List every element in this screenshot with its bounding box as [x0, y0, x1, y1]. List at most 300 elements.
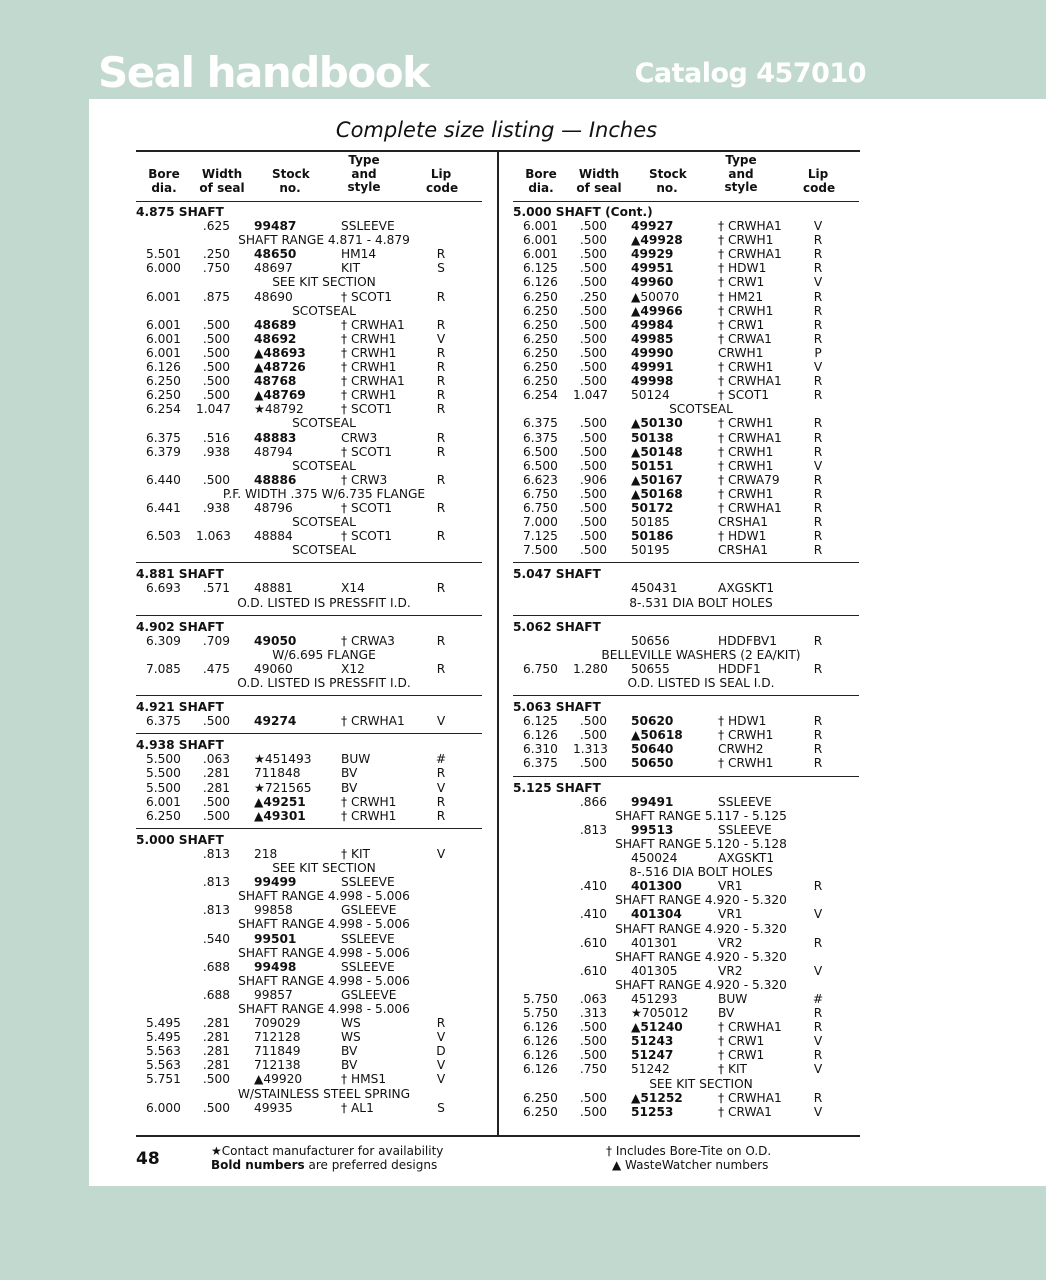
type-cell: KIT — [341, 261, 361, 276]
lip-cell: R — [436, 402, 446, 417]
width-header: Width of seal — [576, 167, 622, 195]
type-cell: † SCOT1 — [341, 444, 393, 459]
table-row — [136, 932, 482, 946]
width-cell: .866 — [579, 794, 607, 809]
bore-cell: 6.440 — [146, 472, 181, 487]
width-cell: .500 — [202, 331, 230, 346]
table-row — [513, 1034, 859, 1048]
width-cell: .500 — [579, 1034, 607, 1049]
shaft-section-heading: 5.063 SHAFT — [513, 700, 601, 715]
width-cell: .500 — [579, 247, 607, 262]
lip-cell: V — [436, 780, 446, 795]
bore-cell: 6.250 — [146, 388, 181, 403]
section-separator — [513, 562, 859, 563]
bore-cell: 6.379 — [146, 444, 181, 459]
table-row — [513, 581, 859, 595]
type-cell: † CRWH1 — [341, 360, 397, 375]
type-cell: CRW3 — [341, 430, 378, 445]
bore-cell: 6.250 — [523, 1090, 558, 1105]
table-row — [513, 795, 859, 809]
row-note: W/STAINLESS STEEL SPRING — [237, 1086, 411, 1101]
lip-header: Lip code — [803, 167, 836, 195]
type-cell: BV — [718, 1006, 735, 1021]
type-cell: CRWH2 — [718, 742, 764, 757]
table-row — [136, 714, 482, 728]
type-cell: † CRWH1 — [718, 458, 774, 473]
stock-cell: 50650 — [631, 756, 674, 771]
row-note: O.D. LISTED IS PRESSFIT I.D. — [237, 595, 411, 610]
stock-cell: 49951 — [631, 261, 674, 276]
type-cell: † CRWHA1 — [718, 374, 782, 389]
bore-cell: 6.500 — [523, 458, 558, 473]
stock-cell: 49985 — [631, 331, 674, 346]
table-row — [136, 346, 482, 360]
table-row — [513, 1020, 859, 1034]
row-note: O.D. LISTED IS PRESSFIT I.D. — [237, 676, 411, 690]
bore-cell: 6.250 — [146, 374, 181, 389]
width-cell: .410 — [579, 907, 607, 922]
lip-cell: R — [436, 794, 446, 809]
row-note: SHAFT RANGE 4.920 - 5.320 — [615, 977, 787, 992]
type-cell: † CRWH1 — [718, 416, 774, 431]
stock-cell: 48796 — [254, 500, 293, 515]
lip-cell: R — [436, 581, 446, 596]
table-row — [513, 346, 859, 360]
lip-cell: V — [436, 1030, 446, 1045]
width-cell: .500 — [579, 233, 607, 248]
bore-cell: 5.495 — [146, 1030, 181, 1045]
table-row — [136, 847, 482, 861]
width-cell: .875 — [202, 289, 230, 304]
lip-cell: R — [813, 374, 823, 389]
table-row — [136, 402, 482, 416]
note-triangle: ▲ WasteWatcher numbers — [612, 1158, 769, 1172]
lip-cell: S — [437, 1100, 445, 1115]
type-cell: BV — [341, 780, 358, 795]
table-row — [513, 756, 859, 770]
bore-cell: 6.250 — [523, 360, 558, 375]
type-cell: † CRWH1 — [341, 794, 397, 809]
width-cell: .500 — [202, 1100, 230, 1115]
lip-cell: R — [813, 515, 823, 530]
bore-cell: 7.125 — [523, 529, 558, 544]
lip-cell: R — [436, 1016, 446, 1031]
width-cell: .500 — [579, 430, 607, 445]
table-row — [513, 742, 859, 756]
bore-cell: 6.503 — [146, 529, 181, 544]
table-row — [136, 581, 482, 595]
row-note: SCOTSEAL — [292, 303, 356, 318]
stock-cell: 48794 — [254, 444, 293, 459]
type-cell: † CRWHA1 — [341, 714, 405, 729]
width-cell: .500 — [579, 714, 607, 729]
page-header-title: Seal handbook — [98, 48, 429, 97]
left-column — [136, 152, 482, 1115]
bore-cell: 6.001 — [146, 289, 181, 304]
lip-cell: R — [813, 1006, 823, 1021]
width-cell: 1.313 — [573, 742, 608, 757]
row-note: SHAFT RANGE 4.920 - 5.320 — [615, 921, 787, 936]
lip-cell: V — [436, 1058, 446, 1073]
bore-cell: 5.750 — [523, 991, 558, 1006]
lip-cell: V — [813, 360, 823, 375]
width-cell: .500 — [202, 345, 230, 360]
width-header: Width of seal — [199, 167, 245, 195]
lip-cell: R — [436, 766, 446, 781]
lip-cell: V — [813, 963, 823, 978]
type-cell: † HMS1 — [341, 1072, 387, 1087]
table-row — [136, 1072, 482, 1086]
listing-subtitle: Complete size listing — Inches — [335, 118, 658, 142]
table-row — [513, 445, 859, 459]
shaft-section-heading: 5.125 SHAFT — [513, 780, 601, 795]
bore-cell: 6.001 — [523, 219, 558, 234]
stock-cell: 401301 — [631, 935, 678, 950]
width-cell: .688 — [202, 959, 230, 974]
row-note: SHAFT RANGE 4.998 - 5.006 — [238, 889, 410, 904]
table-row — [513, 936, 859, 950]
bore-cell: 6.250 — [523, 303, 558, 318]
stock-cell: ▲51252 — [631, 1090, 683, 1105]
width-cell: .500 — [579, 543, 607, 558]
lip-cell: R — [813, 261, 823, 276]
row-note: SHAFT RANGE 4.998 - 5.006 — [238, 1001, 410, 1016]
table-row — [136, 473, 482, 487]
page-number: 48 — [136, 1149, 160, 1169]
section-separator — [513, 615, 859, 616]
row-note: SCOTSEAL — [669, 402, 733, 417]
stock-cell: 49990 — [631, 345, 674, 360]
stock-header: Stock no. — [649, 167, 687, 195]
stock-cell: 49060 — [254, 661, 293, 676]
width-cell: .500 — [579, 219, 607, 234]
bore-cell: 6.250 — [523, 374, 558, 389]
stock-cell: ▲50070 — [631, 289, 680, 304]
type-cell: BV — [341, 1058, 358, 1073]
table-row — [513, 318, 859, 332]
type-cell: † KIT — [718, 1062, 747, 1077]
section-separator — [136, 828, 482, 829]
bore-cell: 6.375 — [146, 430, 181, 445]
stock-cell: 50186 — [631, 529, 674, 544]
type-cell: † KIT — [341, 846, 370, 861]
stock-cell: 51242 — [631, 1062, 670, 1077]
type-cell: SSLEEVE — [341, 931, 395, 946]
table-row — [513, 1006, 859, 1020]
width-cell: .500 — [202, 472, 230, 487]
table-row — [136, 388, 482, 402]
row-note: W/6.695 FLANGE — [272, 647, 376, 662]
type-cell: † CRWHA1 — [718, 500, 782, 515]
bore-cell: 6.126 — [146, 360, 181, 375]
lip-cell: S — [437, 261, 445, 276]
bore-cell: 6.125 — [523, 261, 558, 276]
table-row — [513, 459, 859, 473]
stock-cell: 49927 — [631, 219, 674, 234]
bore-cell: 6.500 — [523, 444, 558, 459]
table-row — [136, 766, 482, 780]
width-cell: .813 — [202, 903, 230, 918]
type-cell: † CRW1 — [718, 1048, 765, 1063]
stock-cell: ▲48769 — [254, 388, 306, 403]
type-cell: † CRWH1 — [341, 345, 397, 360]
stock-cell: 99501 — [254, 931, 297, 946]
stock-cell: 51243 — [631, 1034, 674, 1049]
table-row — [136, 903, 482, 917]
width-cell: .500 — [579, 500, 607, 515]
stock-cell: 50185 — [631, 515, 670, 530]
stock-cell: 50656 — [631, 633, 670, 648]
stock-cell: 711849 — [254, 1044, 301, 1059]
type-cell: VR1 — [718, 907, 743, 922]
lip-cell: R — [813, 1090, 823, 1105]
table-row — [513, 1091, 859, 1105]
width-cell: .250 — [202, 247, 230, 262]
width-cell: 1.047 — [573, 388, 608, 403]
width-cell: .500 — [579, 303, 607, 318]
width-cell: .938 — [202, 444, 230, 459]
type-cell: AXGSKT1 — [718, 581, 775, 596]
lip-cell: V — [813, 219, 823, 234]
stock-cell: 50620 — [631, 714, 674, 729]
width-cell: .281 — [202, 1030, 230, 1045]
lip-cell: P — [814, 345, 822, 360]
table-row — [136, 752, 482, 766]
table-row — [513, 275, 859, 289]
stock-cell: 401304 — [631, 907, 682, 922]
stock-cell: 712138 — [254, 1058, 301, 1073]
type-cell: † CRWHA1 — [718, 1090, 782, 1105]
width-cell: .063 — [579, 991, 607, 1006]
table-row — [136, 875, 482, 889]
lip-cell: R — [813, 879, 823, 894]
bore-cell: 5.563 — [146, 1044, 181, 1059]
lip-cell: R — [436, 374, 446, 389]
stock-cell: 49935 — [254, 1100, 293, 1115]
lip-cell: R — [436, 529, 446, 544]
table-row — [136, 374, 482, 388]
type-cell: † CRWHA1 — [718, 219, 782, 234]
width-cell: .750 — [202, 261, 230, 276]
table-row — [513, 416, 859, 430]
stock-cell: 48886 — [254, 472, 297, 487]
width-cell: .906 — [579, 472, 607, 487]
stock-cell: 218 — [254, 846, 278, 861]
type-cell: † HDW1 — [718, 714, 767, 729]
row-note: SHAFT RANGE 4.998 - 5.006 — [238, 973, 410, 988]
table-row — [513, 823, 859, 837]
shaft-section-heading: 4.875 SHAFT — [136, 205, 224, 219]
bore-header: Bore dia. — [525, 167, 557, 195]
width-cell: .281 — [202, 780, 230, 795]
bore-cell: 6.000 — [146, 1100, 181, 1115]
stock-cell: ★721565 — [254, 780, 312, 795]
bore-cell: 6.126 — [523, 275, 558, 290]
section-separator — [136, 562, 482, 563]
table-row — [513, 992, 859, 1006]
table-row — [513, 1105, 859, 1119]
lip-cell: V — [813, 275, 823, 290]
table-row — [136, 809, 482, 823]
width-cell: .500 — [202, 808, 230, 823]
type-cell: BV — [341, 1044, 358, 1059]
width-cell: 1.047 — [196, 402, 231, 417]
lip-cell: R — [813, 444, 823, 459]
width-cell: .313 — [579, 1006, 607, 1021]
table-row — [513, 907, 859, 921]
stock-cell: 401305 — [631, 963, 678, 978]
stock-cell: 99513 — [631, 822, 674, 837]
type-cell: GSLEEVE — [341, 903, 397, 918]
lip-cell: D — [436, 1044, 446, 1059]
stock-cell: 451293 — [631, 991, 678, 1006]
width-cell: .500 — [579, 458, 607, 473]
table-row — [136, 634, 482, 648]
table-row — [136, 219, 482, 233]
bore-cell: 6.254 — [146, 402, 181, 417]
width-cell: .500 — [202, 360, 230, 375]
stock-cell: ▲49928 — [631, 233, 683, 248]
bore-cell: 5.500 — [146, 752, 181, 767]
table-row — [136, 1016, 482, 1030]
bore-cell: 6.250 — [523, 317, 558, 332]
lip-cell: R — [436, 444, 446, 459]
type-cell: † CRWA79 — [718, 472, 780, 487]
table-row — [136, 1101, 482, 1115]
width-cell: 1.063 — [196, 529, 231, 544]
bore-cell: 6.000 — [146, 261, 181, 276]
bore-cell: 6.375 — [523, 430, 558, 445]
lip-cell: R — [813, 935, 823, 950]
bore-cell: 6.126 — [523, 1020, 558, 1035]
bore-cell: 6.126 — [523, 1048, 558, 1063]
table-row — [513, 851, 859, 865]
width-cell: .281 — [202, 1044, 230, 1059]
width-cell: .410 — [579, 879, 607, 894]
bore-cell: 5.500 — [146, 780, 181, 795]
bore-cell: 6.310 — [523, 742, 558, 757]
footnotes-right — [606, 1144, 771, 1172]
width-cell: .709 — [202, 633, 230, 648]
type-cell: † SCOT1 — [341, 500, 393, 515]
table-row — [136, 431, 482, 445]
type-header: Type and style — [347, 153, 381, 194]
type-cell: † SCOT1 — [341, 289, 393, 304]
lip-cell: V — [436, 1072, 446, 1087]
lip-cell: R — [436, 633, 446, 648]
width-cell: .500 — [579, 529, 607, 544]
stock-cell: 99498 — [254, 959, 297, 974]
row-note: SCOTSEAL — [292, 416, 356, 431]
width-cell: .500 — [579, 1090, 607, 1105]
table-row — [136, 960, 482, 974]
stock-cell: ▲49251 — [254, 794, 306, 809]
bore-cell: 6.001 — [146, 331, 181, 346]
row-note: SHAFT RANGE 4.998 - 5.006 — [238, 945, 410, 960]
table-row — [513, 332, 859, 346]
stock-cell: ▲48726 — [254, 360, 306, 375]
shaft-section-heading: 5.000 SHAFT (Cont.) — [513, 205, 653, 219]
bore-cell: 6.375 — [523, 416, 558, 431]
width-cell: .500 — [579, 1020, 607, 1035]
table-row — [513, 1062, 859, 1076]
table-row — [513, 515, 859, 529]
lip-cell: R — [436, 661, 446, 676]
lip-cell: R — [436, 472, 446, 487]
table-row — [136, 795, 482, 809]
lip-cell: R — [436, 430, 446, 445]
table-row — [136, 1030, 482, 1044]
right-column — [513, 152, 859, 1119]
table-row — [136, 501, 482, 515]
lip-cell: V — [813, 458, 823, 473]
bore-cell: 6.375 — [146, 714, 181, 729]
lip-cell: V — [813, 1062, 823, 1077]
width-cell: .500 — [202, 714, 230, 729]
bore-cell: 5.495 — [146, 1016, 181, 1031]
bore-cell: 7.000 — [523, 515, 558, 530]
type-cell: † SCOT1 — [341, 529, 393, 544]
shaft-section-heading: 5.047 SHAFT — [513, 567, 601, 582]
note-dagger: † Includes Bore-Tite on O.D. — [606, 1144, 772, 1158]
type-cell: VR2 — [718, 963, 743, 978]
column-header — [513, 152, 859, 202]
type-cell: GSLEEVE — [341, 987, 397, 1002]
table-row — [513, 964, 859, 978]
width-cell: .500 — [579, 275, 607, 290]
stock-cell: 51253 — [631, 1104, 674, 1119]
section-separator — [136, 733, 482, 734]
row-note: SEE KIT SECTION — [649, 1076, 753, 1091]
table-row — [136, 1058, 482, 1072]
bore-cell: 6.750 — [523, 486, 558, 501]
width-cell: .500 — [202, 388, 230, 403]
stock-cell: ▲50168 — [631, 486, 683, 501]
stock-cell: 50138 — [631, 430, 674, 445]
table-row — [136, 247, 482, 261]
stock-cell: ▲50148 — [631, 444, 683, 459]
type-cell: CRSHA1 — [718, 543, 768, 558]
type-cell: † CRW1 — [718, 275, 765, 290]
table-row — [513, 473, 859, 487]
type-cell: † CRWHA1 — [718, 247, 782, 262]
stock-cell: 48690 — [254, 289, 293, 304]
lip-cell: R — [813, 661, 823, 676]
bore-cell: 6.375 — [523, 756, 558, 771]
row-note: SHAFT RANGE 4.920 - 5.320 — [615, 893, 787, 908]
table-row — [513, 374, 859, 388]
type-cell: † HDW1 — [718, 261, 767, 276]
width-cell: .500 — [579, 261, 607, 276]
lip-cell: V — [813, 907, 823, 922]
bore-cell: 6.254 — [523, 388, 558, 403]
row-note: SCOTSEAL — [292, 458, 356, 473]
row-note: SHAFT RANGE 4.920 - 5.320 — [615, 949, 787, 964]
type-cell: † CRWH1 — [718, 444, 774, 459]
width-cell: .500 — [202, 317, 230, 332]
stock-cell: 711848 — [254, 766, 301, 781]
type-cell: SSLEEVE — [341, 219, 395, 234]
stock-cell: 49984 — [631, 317, 674, 332]
type-cell: WS — [341, 1016, 361, 1031]
table-row — [513, 233, 859, 247]
size-listing-table — [136, 150, 860, 1137]
lip-cell: V — [813, 1034, 823, 1049]
stock-cell: 49929 — [631, 247, 674, 262]
table-row — [136, 1044, 482, 1058]
stock-cell: ▲50618 — [631, 728, 683, 743]
type-cell: † CRWH1 — [718, 728, 774, 743]
